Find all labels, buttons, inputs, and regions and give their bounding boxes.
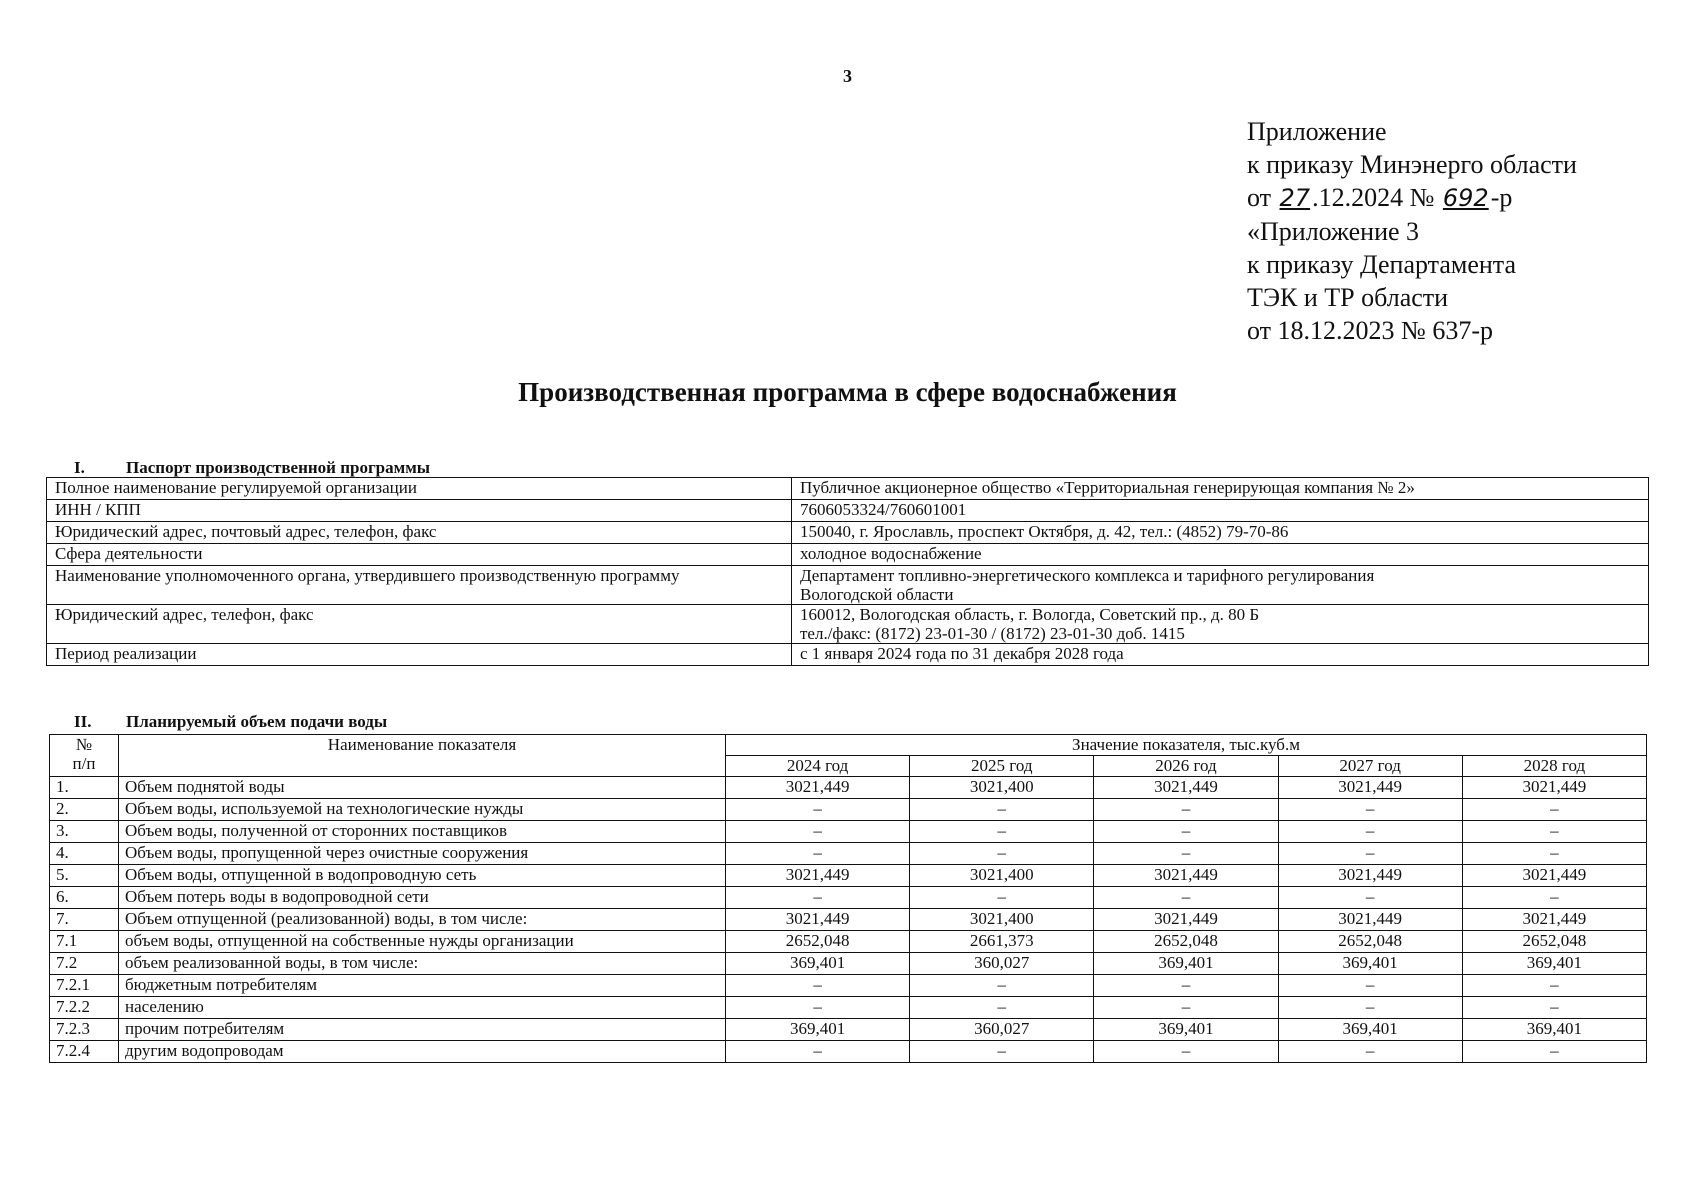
value-cell: – [726, 975, 910, 997]
annex-line: от 18.12.2023 № 637-р [1247, 316, 1493, 345]
header-number-line: п/п [72, 754, 96, 773]
table-row [50, 975, 1647, 997]
value-cell: 3021,400 [910, 909, 1094, 931]
indicator-name-cell: населению [119, 997, 726, 1019]
value-cell: 3021,400 [910, 865, 1094, 887]
table-row [50, 997, 1647, 1019]
handwritten-day: 27 [1279, 184, 1311, 212]
value-cell: 369,401 [726, 1019, 910, 1041]
value-cell: – [1094, 975, 1278, 997]
passport-key-cell: Полное наименование регулируемой организации [47, 478, 792, 500]
value-cell: – [1094, 997, 1278, 1019]
annex-date-prefix: от [1247, 183, 1278, 212]
value-cell: – [910, 843, 1094, 865]
row-number-cell: 7.2.3 [50, 1019, 119, 1041]
value-cell: 3021,449 [1094, 865, 1278, 887]
passport-value-cell [792, 566, 1649, 605]
table-row [50, 821, 1647, 843]
value-cell: – [1094, 887, 1278, 909]
value-cell: 3021,449 [726, 909, 910, 931]
passport-value: холодное водоснабжение [800, 544, 982, 563]
table-row [50, 799, 1647, 821]
value-cell: 2652,048 [1462, 931, 1646, 953]
table-row [50, 777, 1647, 799]
passport-value-cell [792, 500, 1649, 522]
passport-value: с 1 января 2024 года по 31 декабря 2028 года [800, 644, 1124, 663]
passport-row [47, 605, 1649, 644]
passport-value-cell [792, 644, 1649, 666]
row-number-cell: 7.2.1 [50, 975, 119, 997]
value-cell: 369,401 [1278, 953, 1462, 975]
value-cell: – [1462, 975, 1646, 997]
value-cell: – [726, 821, 910, 843]
value-cell: 3021,449 [1462, 909, 1646, 931]
indicator-name-cell: Объем воды, полученной от сторонних поставщиков [119, 821, 726, 843]
value-cell: 3021,449 [1094, 777, 1278, 799]
value-cell: – [1094, 799, 1278, 821]
passport-row [47, 500, 1649, 522]
value-cell: 360,027 [910, 1019, 1094, 1041]
header-number-line: № [75, 735, 93, 754]
value-cell: – [1278, 799, 1462, 821]
value-cell: 369,401 [1462, 953, 1646, 975]
value-cell: – [910, 799, 1094, 821]
section-number: II. [74, 712, 92, 731]
value-cell: – [1094, 1041, 1278, 1063]
water-volume-table-body [50, 777, 1647, 1063]
value-cell: 360,027 [910, 953, 1094, 975]
section-title: Планируемый объем подачи воды [126, 712, 388, 731]
passport-row [47, 478, 1649, 500]
table-row [50, 865, 1647, 887]
table-row [50, 909, 1647, 931]
indicator-name-cell: другим водопроводам [119, 1041, 726, 1063]
value-cell: 369,401 [726, 953, 910, 975]
passport-row [47, 522, 1649, 544]
value-cell: – [910, 997, 1094, 1019]
value-cell: 3021,449 [726, 777, 910, 799]
value-cell: – [1462, 1041, 1646, 1063]
passport-value-cell [792, 544, 1649, 566]
row-number-cell: 7.2 [50, 953, 119, 975]
header-year: 2027 год [1278, 756, 1462, 777]
indicator-name-cell: Объем потерь воды в водопроводной сети [119, 887, 726, 909]
passport-table [46, 477, 1649, 666]
annex-line: Приложение [1247, 117, 1387, 146]
row-number-cell: 7.2.2 [50, 997, 119, 1019]
value-cell: – [726, 887, 910, 909]
annex-line: ТЭК и ТР области [1247, 283, 1449, 312]
value-cell: 3021,449 [1462, 777, 1646, 799]
passport-key-cell: Наименование уполномоченного органа, утвердившего производственную программу [47, 566, 792, 605]
passport-key-cell: Юридический адрес, почтовый адрес, телефон, факс [47, 522, 792, 544]
value-cell: 3021,449 [726, 865, 910, 887]
value-cell: 3021,400 [910, 777, 1094, 799]
indicator-name-cell: Объем отпущенной (реализованной) воды, в том числе: [119, 909, 726, 931]
value-cell: – [1278, 975, 1462, 997]
value-cell: – [1094, 843, 1278, 865]
water-volume-table-head [50, 735, 1647, 777]
header-number [50, 735, 119, 777]
table-row [50, 1019, 1647, 1041]
indicator-name-cell: объем воды, отпущенной на собственные нужды организации [119, 931, 726, 953]
section-2-heading [74, 712, 387, 732]
table-row [50, 843, 1647, 865]
value-cell: 3021,449 [1462, 865, 1646, 887]
passport-row [47, 644, 1649, 666]
row-number-cell: 7. [50, 909, 119, 931]
header-year: 2028 год [1462, 756, 1646, 777]
value-cell: – [1462, 997, 1646, 1019]
value-cell: 2652,048 [726, 931, 910, 953]
indicator-name-cell: бюджетным потребителям [119, 975, 726, 997]
value-cell: – [726, 799, 910, 821]
value-cell: 3021,449 [1094, 909, 1278, 931]
passport-value-cell [792, 522, 1649, 544]
value-cell: – [1462, 799, 1646, 821]
value-cell: – [1462, 887, 1646, 909]
value-cell: – [726, 1041, 910, 1063]
annex-line: к приказу Минэнерго области [1247, 150, 1577, 179]
value-cell: – [1278, 997, 1462, 1019]
passport-value: Департамент топливно-энергетического комплекса и тарифного регулирования [800, 566, 1375, 585]
annex-block [1247, 115, 1577, 347]
header-indicator-name: Наименование показателя [119, 735, 726, 777]
value-cell: 369,401 [1462, 1019, 1646, 1041]
value-cell: 3021,449 [1278, 777, 1462, 799]
passport-value: Публичное акционерное общество «Территориальная генерирующая компания № 2» [800, 478, 1415, 497]
passport-key-cell: Период реализации [47, 644, 792, 666]
row-number-cell: 6. [50, 887, 119, 909]
passport-value: 160012, Вологодская область, г. Вологда, Советский пр., д. 80 Б [800, 605, 1260, 624]
value-cell: – [726, 843, 910, 865]
indicator-name-cell: Объем воды, используемой на технологические нужды [119, 799, 726, 821]
row-number-cell: 7.1 [50, 931, 119, 953]
section-title: Паспорт производственной программы [126, 458, 431, 477]
value-cell: – [1094, 821, 1278, 843]
value-cell: – [910, 821, 1094, 843]
indicator-name-cell: Объем воды, отпущенной в водопроводную сеть [119, 865, 726, 887]
section-number: I. [74, 458, 85, 477]
passport-value-line2: Вологодской области [800, 585, 954, 604]
passport-value: 7606053324/760601001 [800, 500, 967, 519]
table-row [50, 931, 1647, 953]
indicator-name-cell: объем реализованной воды, в том числе: [119, 953, 726, 975]
indicator-name-cell: прочим потребителям [119, 1019, 726, 1041]
value-cell: 2661,373 [910, 931, 1094, 953]
value-cell: 3021,449 [1278, 909, 1462, 931]
value-cell: 369,401 [1278, 1019, 1462, 1041]
value-cell: 369,401 [1094, 1019, 1278, 1041]
value-cell: 2652,048 [1278, 931, 1462, 953]
row-number-cell: 2. [50, 799, 119, 821]
table-row [50, 887, 1647, 909]
header-year: 2025 год [910, 756, 1094, 777]
row-number-cell: 5. [50, 865, 119, 887]
handwritten-order-number: 692 [1442, 184, 1489, 212]
passport-table-body [47, 478, 1649, 666]
annex-date-middle: .12.2024 № [1312, 183, 1441, 212]
section-1-heading [74, 458, 430, 478]
header-row [50, 735, 1647, 756]
value-cell: – [910, 887, 1094, 909]
table-row [50, 1041, 1647, 1063]
indicator-name-cell: Объем поднятой воды [119, 777, 726, 799]
row-number-cell: 1. [50, 777, 119, 799]
annex-date-suffix: -р [1490, 183, 1513, 212]
annex-line: «Приложение 3 [1247, 217, 1420, 246]
passport-key-cell: Юридический адрес, телефон, факс [47, 605, 792, 644]
value-cell: – [1278, 887, 1462, 909]
passport-row [47, 544, 1649, 566]
row-number-cell: 3. [50, 821, 119, 843]
value-cell: 3021,449 [1278, 865, 1462, 887]
row-number-cell: 7.2.4 [50, 1041, 119, 1063]
annex-line: к приказу Департамента [1247, 250, 1517, 279]
value-cell: – [1278, 821, 1462, 843]
header-year: 2026 год [1094, 756, 1278, 777]
value-cell: 2652,048 [1094, 931, 1278, 953]
row-number-cell: 4. [50, 843, 119, 865]
annex-date-line [1247, 181, 1577, 215]
passport-key-cell: Сфера деятельности [47, 544, 792, 566]
value-cell: 369,401 [1094, 953, 1278, 975]
header-year: 2024 год [726, 756, 910, 777]
value-cell: – [1462, 843, 1646, 865]
value-cell: – [1462, 821, 1646, 843]
passport-value-cell [792, 605, 1649, 644]
table-row [50, 953, 1647, 975]
value-cell: – [910, 1041, 1094, 1063]
passport-value-line2: тел./факс: (8172) 23-01-30 / (8172) 23-01-30 доб. 1415 [800, 624, 1185, 643]
value-cell: – [1278, 1041, 1462, 1063]
value-cell: – [910, 975, 1094, 997]
indicator-name-cell: Объем воды, пропущенной через очистные сооружения [119, 843, 726, 865]
passport-value: 150040, г. Ярославль, проспект Октября, д. 42, тел.: (4852) 79-70-86 [800, 522, 1289, 541]
value-cell: – [1278, 843, 1462, 865]
value-cell: – [726, 997, 910, 1019]
passport-key-cell: ИНН / КПП [47, 500, 792, 522]
water-volume-table [49, 734, 1647, 1063]
page-number: 3 [843, 66, 852, 86]
document-title: Производственная программа в сфере водоснабжения [518, 377, 1177, 407]
passport-row [47, 566, 1649, 605]
passport-value-cell [792, 478, 1649, 500]
header-indicator-value: Значение показателя, тыс.куб.м [726, 735, 1647, 756]
